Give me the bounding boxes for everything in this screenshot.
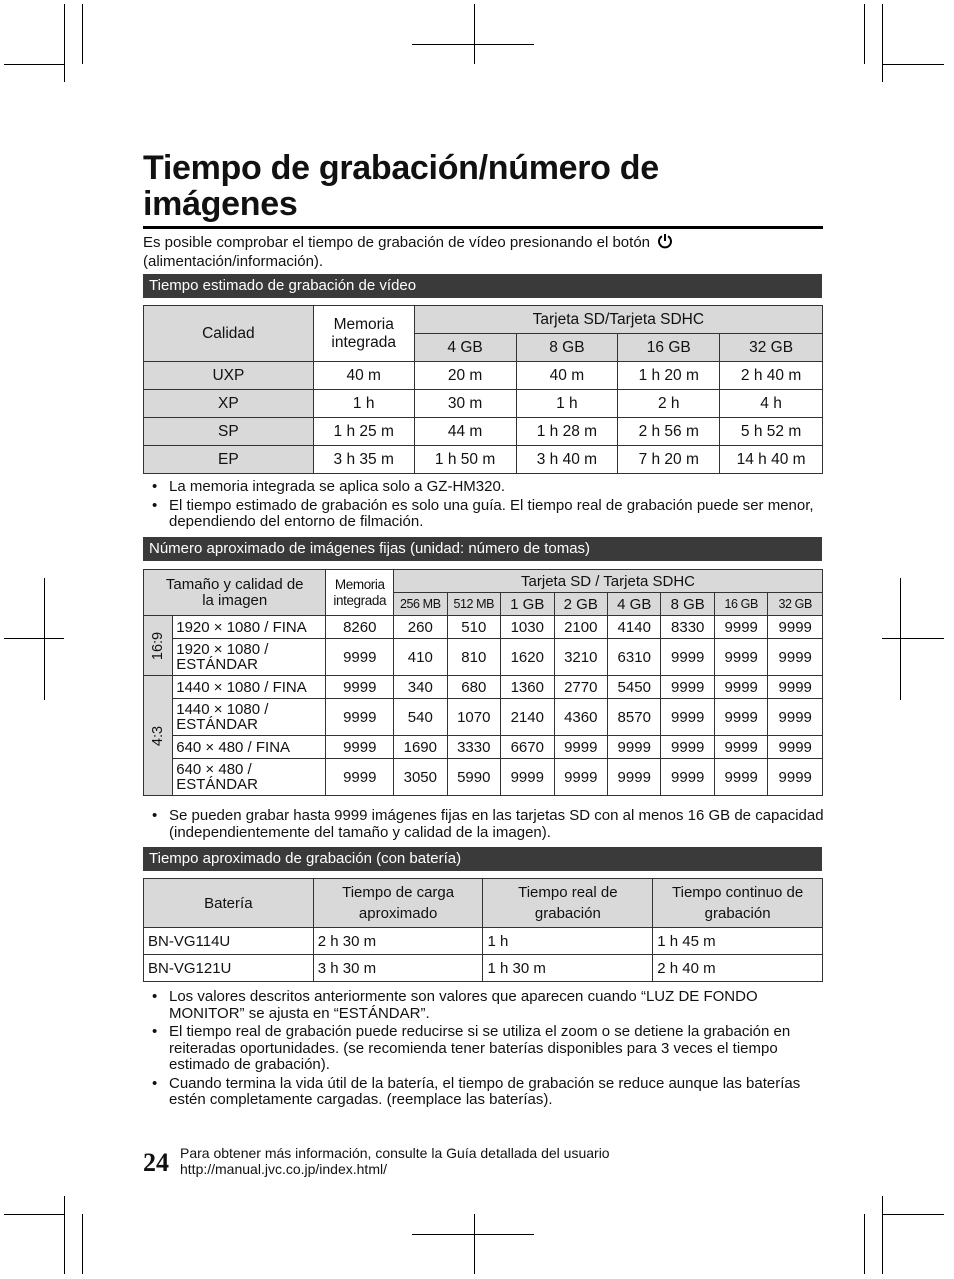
size-label-line1: 1920 × 1080 / bbox=[176, 641, 269, 658]
header-real-line2: grabación bbox=[534, 905, 601, 922]
table-cell: 9999 bbox=[714, 639, 767, 676]
table-row bbox=[144, 955, 823, 982]
table-row bbox=[144, 639, 823, 676]
table-cell: 3210 bbox=[554, 639, 607, 676]
table-cell: BN-VG114U bbox=[144, 928, 314, 955]
header-memory bbox=[326, 570, 394, 616]
size-label bbox=[173, 616, 326, 639]
table-cell: 9999 bbox=[608, 759, 661, 796]
table-cell: 410 bbox=[394, 639, 447, 676]
intro-line2: (alimentación/información). bbox=[143, 253, 324, 270]
table-cell: 2 h 56 m bbox=[618, 418, 720, 446]
header-memory-line2: integrada bbox=[333, 592, 387, 608]
header-continuous-line1: Tiempo continuo de bbox=[672, 884, 804, 901]
table-cell: 1620 bbox=[501, 639, 554, 676]
table-cell: 9999 bbox=[326, 759, 394, 796]
header-cap: 4 GB bbox=[414, 334, 516, 362]
size-label-line1: 640 × 480 / FINA bbox=[176, 738, 291, 756]
table-cell: 9999 bbox=[661, 699, 714, 736]
header-cap: 512 MB bbox=[447, 593, 500, 616]
table-cell: 1360 bbox=[501, 676, 554, 699]
table-cell: 9999 bbox=[768, 699, 823, 736]
table-cell: 810 bbox=[447, 639, 500, 676]
table-cell: 9999 bbox=[326, 736, 394, 759]
table-cell: 3 h 30 m bbox=[313, 955, 483, 982]
table-cell: 9999 bbox=[326, 676, 394, 699]
table-cell: 8260 bbox=[326, 616, 394, 639]
table-cell: 2100 bbox=[554, 616, 607, 639]
page-title bbox=[143, 150, 823, 222]
list-item: • La memoria integrada se aplica solo a GZ-HM320. bbox=[143, 479, 833, 496]
table-row bbox=[144, 676, 823, 699]
video-time-table bbox=[143, 305, 823, 474]
header-real-line1: Tiempo real de bbox=[518, 884, 618, 901]
table-cell: 8330 bbox=[661, 616, 714, 639]
table-cell: 40 m bbox=[313, 362, 414, 390]
aspect-169-label: 16:9 bbox=[150, 631, 167, 660]
footer-line1: Para obtener más información, consulte la Guía detallada del usuario bbox=[180, 1145, 610, 1161]
table-cell: 2 h bbox=[618, 390, 720, 418]
table-cell: 9999 bbox=[661, 736, 714, 759]
table-row bbox=[144, 928, 823, 955]
table-cell: 2 h 40 m bbox=[720, 362, 823, 390]
size-label-line2: ESTÁNDAR bbox=[176, 716, 258, 733]
list-item: • Cuando termina la vida útil de la batería, el tiempo de grabación se reduce aunque las baterías estén completamente cargadas. (reemplace las baterías). bbox=[143, 1076, 833, 1109]
table-cell: 2770 bbox=[554, 676, 607, 699]
table-cell: 1 h bbox=[516, 390, 618, 418]
header-size-line1: Tamaño y calidad de bbox=[165, 575, 304, 593]
table-cell: 1 h 45 m bbox=[653, 928, 823, 955]
intro-text bbox=[143, 233, 833, 271]
table-cell: 1 h 50 m bbox=[414, 446, 516, 474]
table-cell: 1 h 20 m bbox=[618, 362, 720, 390]
table-row bbox=[144, 616, 823, 639]
battery-section-bar: Tiempo aproximado de grabación (con batería) bbox=[143, 847, 822, 871]
table-cell: 9999 bbox=[768, 676, 823, 699]
table-row bbox=[144, 418, 823, 446]
table-cell: 5990 bbox=[447, 759, 500, 796]
size-label bbox=[173, 676, 326, 699]
header-cap: 1 GB bbox=[501, 593, 554, 616]
header-cap: 256 MB bbox=[394, 593, 447, 616]
table-row bbox=[144, 736, 823, 759]
intro-line1: Es posible comprobar el tiempo de grabación de vídeo presionando el botón bbox=[143, 234, 650, 251]
size-label-line1: 1440 × 1080 / bbox=[176, 701, 269, 718]
table-cell: 9999 bbox=[714, 736, 767, 759]
stills-notes bbox=[143, 808, 833, 843]
battery-table bbox=[143, 878, 823, 982]
table-cell: 9999 bbox=[326, 639, 394, 676]
title-rule bbox=[143, 226, 823, 229]
table-cell: 9999 bbox=[326, 699, 394, 736]
table-row bbox=[144, 446, 823, 474]
table-cell: 9999 bbox=[714, 759, 767, 796]
header-continuous bbox=[653, 879, 823, 928]
list-item: • El tiempo estimado de grabación es solo una guía. El tiempo real de grabación puede ser menor, dependiendo del entorno de filmación. bbox=[143, 498, 833, 531]
table-cell: 1 h 28 m bbox=[516, 418, 618, 446]
table-cell: 9999 bbox=[768, 616, 823, 639]
size-label-line1: 1920 × 1080 / FINA bbox=[176, 618, 307, 636]
size-label bbox=[173, 699, 326, 736]
page-title-line1: Tiempo de grabación/número de bbox=[143, 149, 659, 187]
header-cap: 16 GB bbox=[618, 334, 720, 362]
quality-cell: UXP bbox=[144, 362, 314, 390]
list-item: • El tiempo real de grabación puede reducirse si se utiliza el zoom o se detiene la grabación en reiteradas oportunidades. (se recomienda tener baterías disponibles para 3 veces el tiempo estimado de grabación). bbox=[143, 1024, 833, 1074]
header-charge-line1: Tiempo de carga bbox=[342, 884, 455, 901]
header-quality: Calidad bbox=[144, 306, 314, 362]
header-real bbox=[483, 879, 653, 928]
header-charge bbox=[313, 879, 483, 928]
header-cap: 16 GB bbox=[714, 593, 767, 616]
table-cell: 4 h bbox=[720, 390, 823, 418]
table-cell: 20 m bbox=[414, 362, 516, 390]
table-cell: 2 h 40 m bbox=[653, 955, 823, 982]
size-label-line2: ESTÁNDAR bbox=[176, 656, 258, 673]
header-cap: 32 GB bbox=[768, 593, 823, 616]
header-card: Tarjeta SD / Tarjeta SDHC bbox=[394, 570, 823, 593]
table-cell: 9999 bbox=[661, 759, 714, 796]
table-cell: 340 bbox=[394, 676, 447, 699]
header-cap: 32 GB bbox=[720, 334, 823, 362]
table-row bbox=[144, 390, 823, 418]
table-cell: 40 m bbox=[516, 362, 618, 390]
footer-url[interactable]: http://manual.jvc.co.jp/index.html/ bbox=[180, 1161, 387, 1177]
quality-cell: XP bbox=[144, 390, 314, 418]
header-cap: 2 GB bbox=[554, 593, 607, 616]
table-cell: 9999 bbox=[768, 639, 823, 676]
quality-cell: EP bbox=[144, 446, 314, 474]
table-cell: 9999 bbox=[554, 759, 607, 796]
size-label-line1: 640 × 480 / bbox=[176, 761, 252, 778]
table-cell: 9999 bbox=[661, 676, 714, 699]
header-size bbox=[144, 570, 326, 616]
page-number: 24 bbox=[143, 1148, 169, 1177]
table-row bbox=[144, 699, 823, 736]
aspect-169-cell bbox=[144, 616, 173, 676]
table-cell: 9999 bbox=[714, 699, 767, 736]
table-cell: 9999 bbox=[501, 759, 554, 796]
quality-cell: SP bbox=[144, 418, 314, 446]
table-cell: 3 h 40 m bbox=[516, 446, 618, 474]
table-row bbox=[144, 759, 823, 796]
header-memory-line1: Memoria bbox=[334, 576, 385, 592]
page-title-line2: imágenes bbox=[143, 185, 298, 223]
video-section-bar: Tiempo estimado de grabación de vídeo bbox=[143, 274, 822, 298]
list-item: • Los valores descritos anteriormente son valores que aparecen cuando “LUZ DE FONDO MONITOR” se ajusta en “ESTÁNDAR”. bbox=[143, 989, 833, 1022]
battery-notes bbox=[143, 989, 833, 1111]
header-memory bbox=[313, 306, 414, 362]
table-cell: 2140 bbox=[501, 699, 554, 736]
table-cell: 1030 bbox=[501, 616, 554, 639]
header-cap: 8 GB bbox=[661, 593, 714, 616]
table-cell: 5450 bbox=[608, 676, 661, 699]
header-memory-line2: integrada bbox=[331, 333, 397, 351]
size-label bbox=[173, 639, 326, 676]
table-cell: 3050 bbox=[394, 759, 447, 796]
table-cell: 1 h 25 m bbox=[313, 418, 414, 446]
table-cell: 9999 bbox=[768, 759, 823, 796]
table-cell: 260 bbox=[394, 616, 447, 639]
table-cell: 1690 bbox=[394, 736, 447, 759]
table-cell: 1 h bbox=[313, 390, 414, 418]
stills-count-table bbox=[143, 569, 823, 796]
table-cell: 510 bbox=[447, 616, 500, 639]
table-cell: 1 h 30 m bbox=[483, 955, 653, 982]
table-cell: 30 m bbox=[414, 390, 516, 418]
power-button-icon bbox=[657, 233, 673, 249]
stills-section-bar: Número aproximado de imágenes fijas (unidad: número de tomas) bbox=[143, 537, 822, 561]
table-cell: 6670 bbox=[501, 736, 554, 759]
table-cell: 44 m bbox=[414, 418, 516, 446]
table-cell: 3 h 35 m bbox=[313, 446, 414, 474]
header-cap: 4 GB bbox=[608, 593, 661, 616]
table-cell: BN-VG121U bbox=[144, 955, 314, 982]
table-cell: 9999 bbox=[768, 736, 823, 759]
header-memory-line1: Memoria bbox=[333, 315, 394, 333]
table-cell: 14 h 40 m bbox=[720, 446, 823, 474]
table-cell: 2 h 30 m bbox=[313, 928, 483, 955]
size-label bbox=[173, 759, 326, 796]
table-cell: 8570 bbox=[608, 699, 661, 736]
size-label-line1: 1440 × 1080 / FINA bbox=[176, 678, 307, 696]
table-cell: 1070 bbox=[447, 699, 500, 736]
table-cell: 4360 bbox=[554, 699, 607, 736]
header-card: Tarjeta SD/Tarjeta SDHC bbox=[414, 306, 822, 334]
table-cell: 3330 bbox=[447, 736, 500, 759]
header-charge-line2: aproximado bbox=[358, 905, 438, 922]
video-notes bbox=[143, 479, 833, 533]
header-size-line2: la imagen bbox=[202, 591, 268, 609]
table-cell: 6310 bbox=[608, 639, 661, 676]
table-cell: 9999 bbox=[714, 676, 767, 699]
header-cap: 8 GB bbox=[516, 334, 618, 362]
table-cell: 540 bbox=[394, 699, 447, 736]
table-cell: 9999 bbox=[554, 736, 607, 759]
table-cell: 4140 bbox=[608, 616, 661, 639]
list-item: • Se pueden grabar hasta 9999 imágenes fijas en las tarjetas SD con al menos 16 GB de capacidad (independientemente del tamaño y calidad de la imagen). bbox=[143, 808, 833, 841]
header-battery: Batería bbox=[144, 879, 314, 928]
size-label bbox=[173, 736, 326, 759]
table-cell: 9999 bbox=[608, 736, 661, 759]
table-cell: 9999 bbox=[714, 616, 767, 639]
table-cell: 1 h bbox=[483, 928, 653, 955]
table-cell: 9999 bbox=[661, 639, 714, 676]
aspect-43-cell bbox=[144, 676, 173, 796]
footer-text bbox=[180, 1145, 610, 1177]
header-continuous-line2: grabación bbox=[704, 905, 771, 922]
table-cell: 7 h 20 m bbox=[618, 446, 720, 474]
table-cell: 5 h 52 m bbox=[720, 418, 823, 446]
size-label-line2: ESTÁNDAR bbox=[176, 776, 258, 793]
table-cell: 680 bbox=[447, 676, 500, 699]
table-row bbox=[144, 362, 823, 390]
aspect-43-label: 4:3 bbox=[150, 725, 167, 746]
